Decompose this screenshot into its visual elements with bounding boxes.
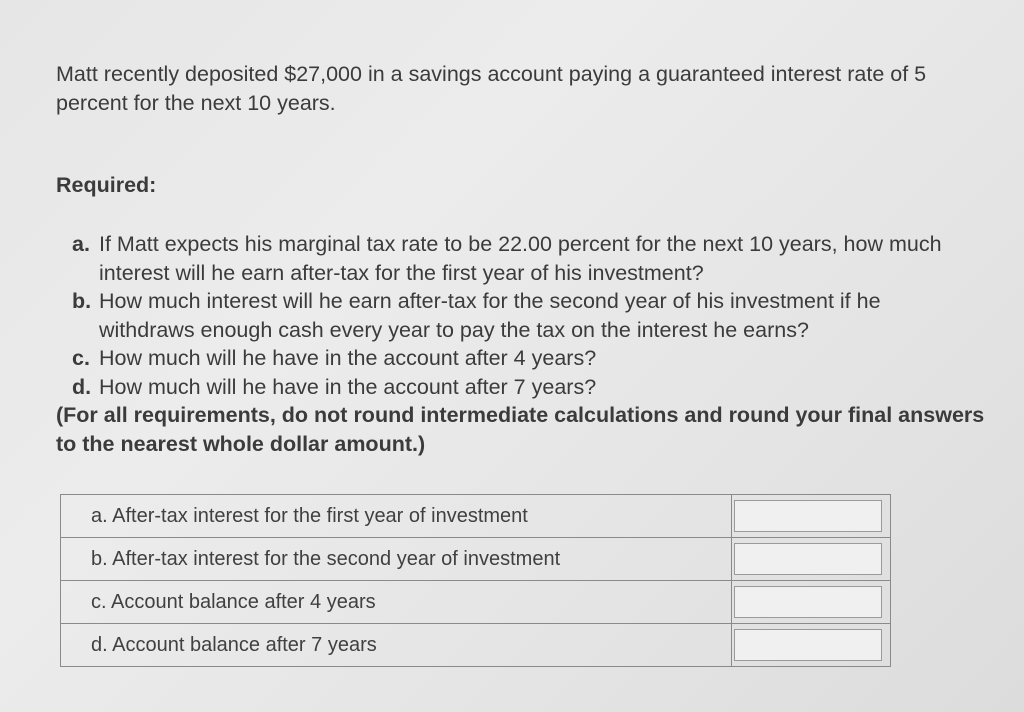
answer-cell [732, 538, 891, 581]
problem-intro: Matt recently deposited $27,000 in a savings account paying a guaranteed interest rate of 5 percent for the next 10 years. [56, 62, 927, 115]
answer-cell [732, 495, 891, 538]
answer-input-d[interactable] [734, 629, 882, 661]
requirement-c [72, 344, 982, 373]
answer-label: a. After-tax interest for the first year of investment [61, 495, 732, 538]
table-row [61, 538, 891, 581]
answer-label: c. Account balance after 4 years [61, 581, 732, 624]
answer-input-a[interactable] [734, 500, 882, 532]
answer-input-c[interactable] [734, 586, 882, 618]
answer-table [60, 494, 891, 667]
requirement-text: How much will he have in the account after 4 years? [99, 346, 597, 370]
requirement-letter: c. [72, 346, 90, 370]
answer-label: d. Account balance after 7 years [61, 624, 732, 667]
requirements-list [72, 230, 982, 401]
requirement-letter: b. [72, 289, 92, 313]
table-row [61, 624, 891, 667]
requirement-a [72, 230, 982, 287]
requirement-letter: d. [72, 374, 92, 399]
rounding-instructions: (For all requirements, do not round intermediate calculations and round your final answers to the nearest whole dollar amount.) [56, 403, 985, 456]
requirement-b [72, 287, 982, 344]
requirement-d [72, 373, 982, 402]
answer-cell [732, 581, 891, 624]
answer-cell [732, 624, 891, 667]
answer-input-b[interactable] [734, 543, 882, 575]
requirement-text: If Matt expects his marginal tax rate to be 22.00 percent for the next 10 years, how much interest will he earn after-tax for the first year of his investment? [99, 232, 942, 285]
requirement-text: How much interest will he earn after-tax for the second year of his investment if he withdraws enough cash every year to pay the tax on the interest he earns? [99, 289, 881, 342]
requirement-text: How much will he have in the account after 7 years? [99, 374, 597, 399]
answer-label: b. After-tax interest for the second year of investment [61, 538, 732, 581]
required-heading: Required: [56, 173, 157, 197]
requirement-letter: a. [72, 232, 90, 256]
table-row [61, 581, 891, 624]
table-row [61, 495, 891, 538]
